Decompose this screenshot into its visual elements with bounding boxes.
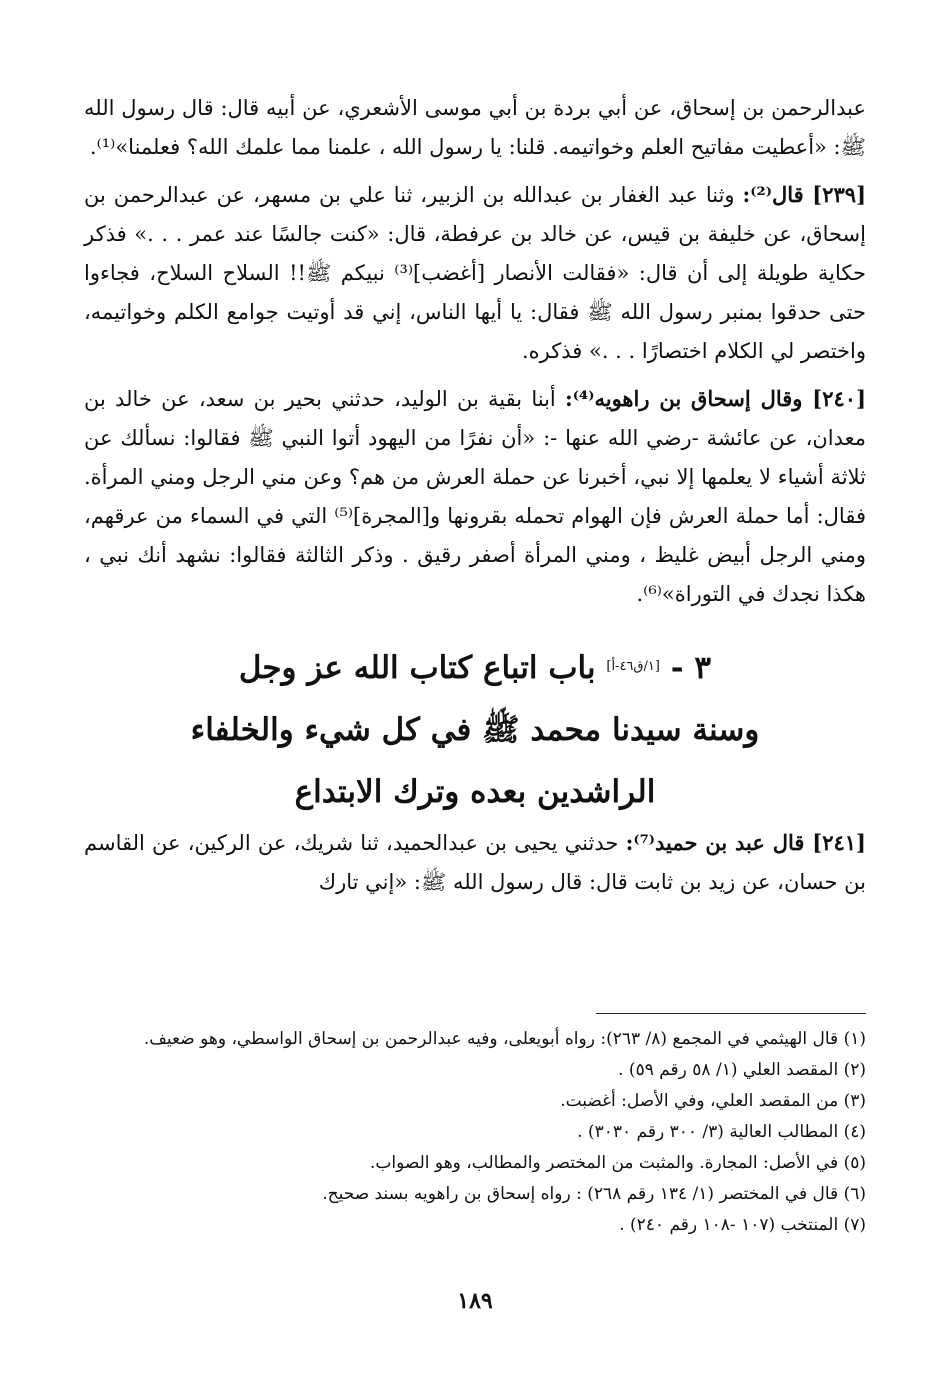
section-heading [84,636,866,823]
heading-line-1 [84,636,866,699]
section-title-line-1: باب اتباع كتاب الله عز وجل [238,650,596,686]
footnote-3: (٣) من المقصد العلي، وفي الأصل: أغضبت. [560,1091,866,1111]
section-title-line-2: وسنة سيدنا محمد ﷺ في كل شيء والخلفاء [190,712,760,748]
section-number: ٣ - [670,650,712,686]
paragraph-text: عبدالرحمن بن إسحاق، عن أبي بردة بن أبي موسى الأشعري، عن أبيه قال: قال رسول الله ﷺ: «أعطيت مفاتيح العلم وخواتيمه. قلنا: يا رسول الله ، علمنا مما علمك الله؟ فعلمنا»⁽¹⁾. [84,96,866,159]
hadith-241 [84,823,866,902]
page-number: ١٨٩ [457,1288,493,1314]
hadith-240 [84,379,866,614]
hadith-text: وثنا عبد الغفار بن عبدالله بن الزبير، ثنا علي بن مسهر، عن عبدالرحمن بن إسحاق، عن خليفة بن قيس، عن خالد بن عرفطة، قال: «كنت جالسًا عند عمر . . .» فذكر حكاية طويلة إلى أن قال: «فقالت الأنصار [أغضب]⁽³⁾ نبيكم ﷺ!! السلاح السلاح، فجاءوا حتى حدقوا بمنبر رسول الله ﷺ فقال: يا أيها الناس، إني قد أوتيت جوامع الكلم وخواتيمه، واختصر لي الكلام اختصارًا . . .» فذكره. [84,183,866,363]
manuscript-reference: [١/ق٤٦-أ] [606,659,660,674]
section-title-line-3: الراشدين بعده وترك الابتداع [294,774,656,810]
hadith-text: حدثني يحيى بن عبدالحميد، ثنا شريك، عن الركين، عن القاسم بن حسان، عن زيد بن ثابت قال: قال رسول الله ﷺ: «إني تارك [84,831,866,894]
footnote-7: (٧) المنتخب (١٠٧ -١٠٨ رقم ٢٤٠) . [619,1215,866,1235]
hadith-text: أبنا بقية بن الوليد، حدثني بحير بن سعد، عن خالد بن معدان، عن عائشة -رضي الله عنها -: «أن نفرًا من اليهود أتوا النبي ﷺ فقالوا: نسألك عن ثلاثة أشياء لا يعلمها إلا نبي، أخبرنا عن حملة العرش من هم؟ وعن مني الرجل ومني المرأة. فقال: أما حملة العرش فإن الهوام تحمله بقرونها و[المجرة]⁽⁵⁾ التي في السماء من عرقهم، ومني الرجل أبيض غليظ ، ومني المرأة أصفر رقيق . وذكر الثالثة فقالوا: نشهد أنك نبي ، هكذا نجدك في التوراة»⁽⁶⁾. [84,387,866,606]
footnote-4: (٤) المطالب العالية (٣/ ٣٠٠ رقم ٣٠٣٠) . [577,1122,866,1142]
hadith-239 [84,175,866,371]
footnote-6: (٦) قال في المختصر (١/ ١٣٤ رقم ٢٦٨) : رواه إسحاق بن راهويه بسند صحيح. [322,1184,866,1204]
footnote-2: (٢) المقصد العلي (١/ ٥٨ رقم ٥٩) . [618,1060,866,1080]
paragraph-continuation [84,88,866,167]
footnotes [84,1024,866,1241]
hadith-lead: [٢٤٠] وقال إسحاق بن راهويه⁽⁴⁾: [565,386,867,411]
page-body [84,88,866,910]
footnote-1: (١) قال الهيثمي في المجمع (٨/ ٢٦٣): رواه أبويعلى، وفيه عبدالرحمن بن إسحاق الواسطي، وهو ضعيف. [143,1029,866,1049]
footnote-5: (٥) في الأصل: المجارة. والمثبت من المختصر والمطالب، وهو الصواب. [369,1153,866,1173]
footnote-divider [596,1013,866,1014]
hadith-lead: [٢٣٩] قال⁽²⁾: [742,182,866,207]
hadith-lead: [٢٤١] قال عبد بن حميد⁽⁷⁾: [625,830,866,855]
